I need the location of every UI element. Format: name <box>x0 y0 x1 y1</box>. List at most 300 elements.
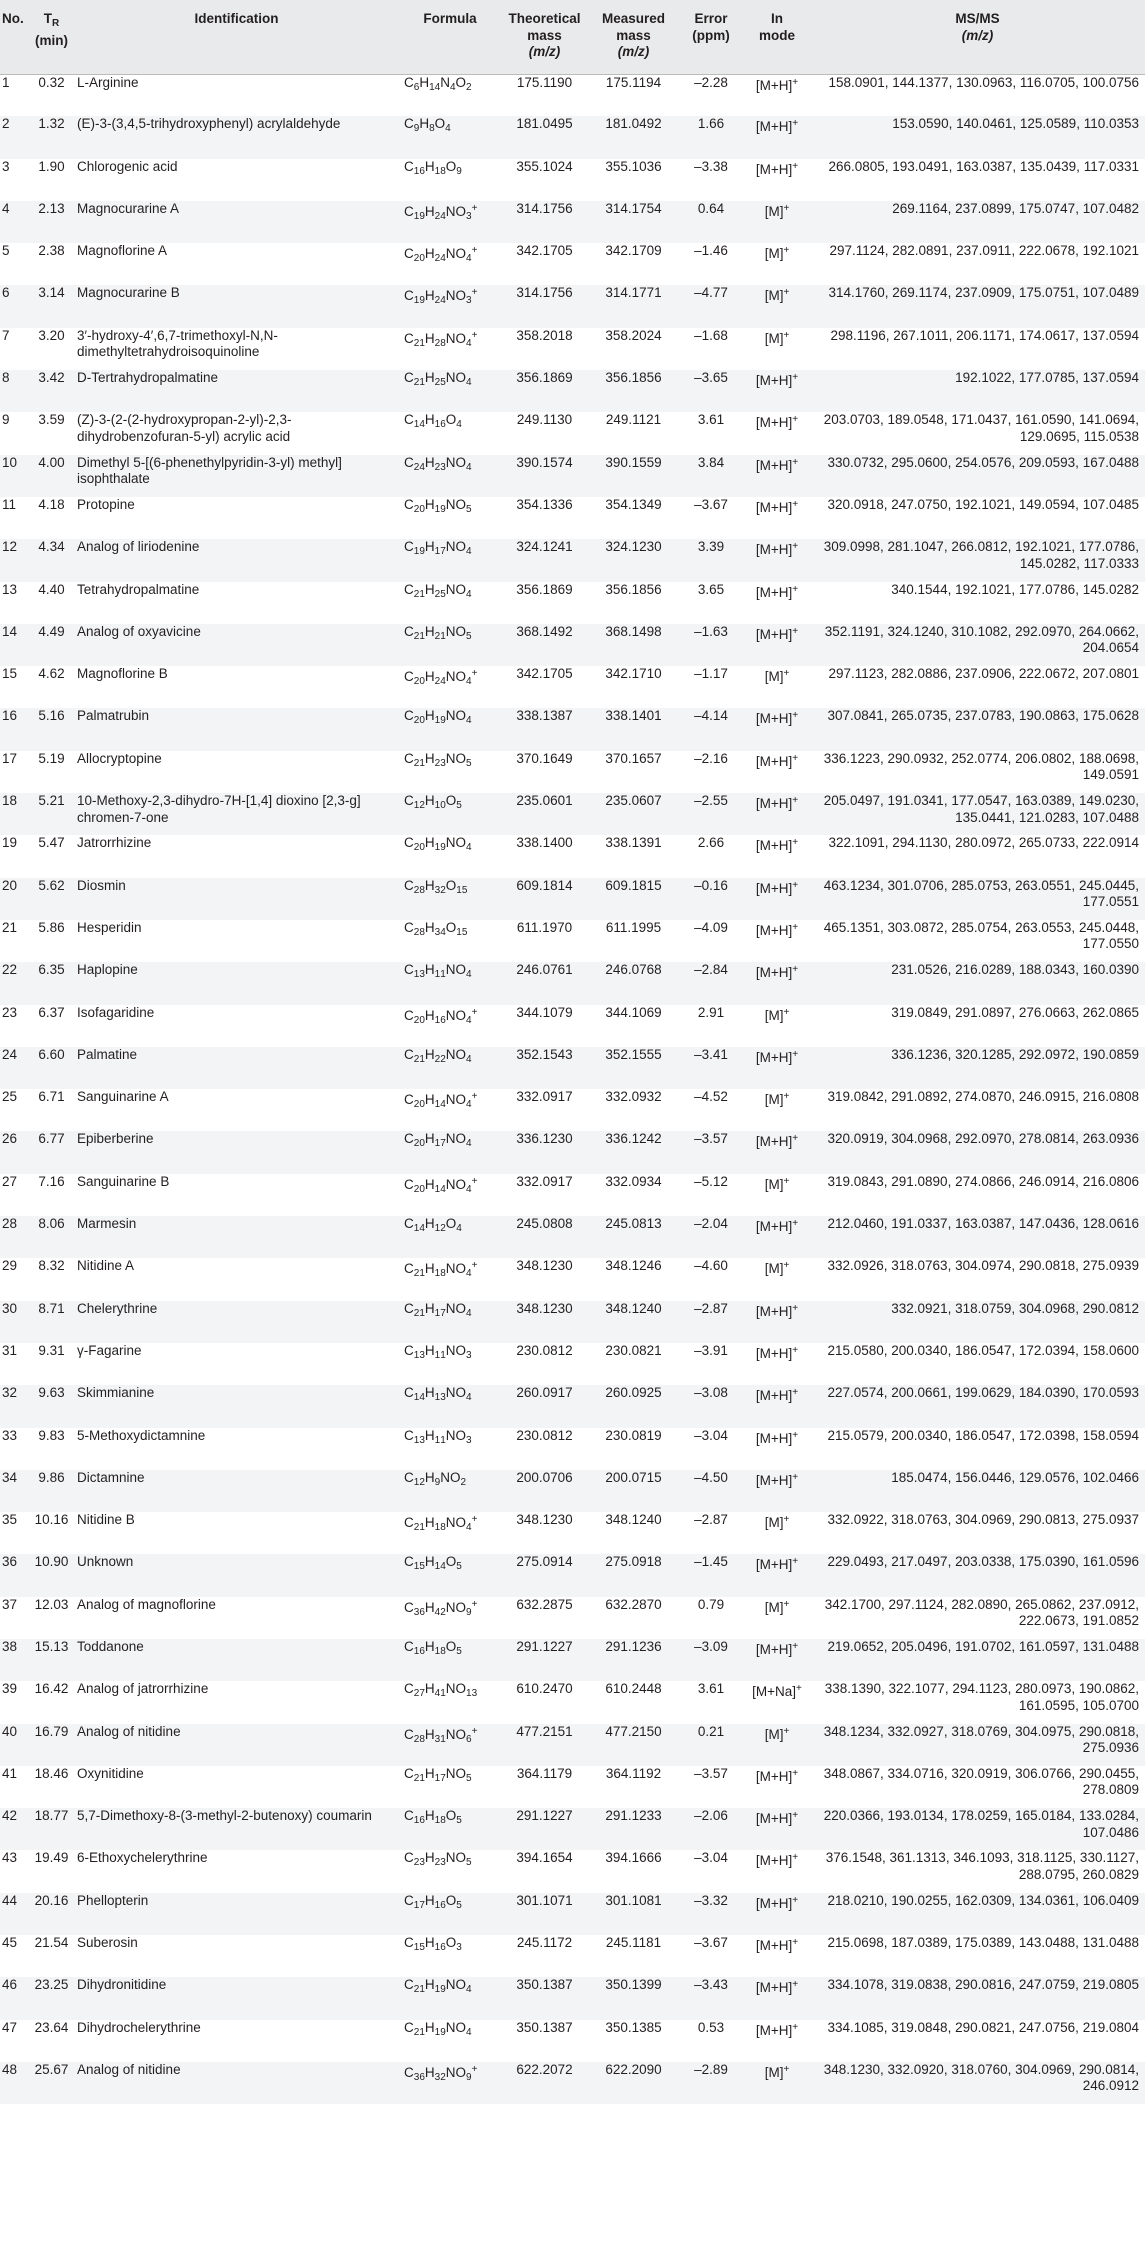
cell-msms: 227.0574, 200.0661, 199.0629, 184.0390, 170.0593 <box>810 1385 1145 1427</box>
cell-ion-mode: [M+Na]+ <box>752 1683 802 1700</box>
table-row <box>0 624 1145 666</box>
cell-identification: Analog of nitidine <box>73 1724 400 1766</box>
cell-no: 35 <box>2 1512 18 1528</box>
cell-retention-time: 4.18 <box>38 496 65 512</box>
cell-theoretical-mass: 181.0495 <box>500 116 589 158</box>
cell-theoretical-mass: 245.0808 <box>500 1216 589 1258</box>
cell-no: 30 <box>0 1301 30 1343</box>
cell-retention-time: 8.32 <box>38 1258 65 1274</box>
cell-msms: 153.0590, 140.0461, 125.0589, 110.0353 <box>810 116 1145 158</box>
cell-formula: $C_{21}H_{17}NO_5$ <box>404 1765 472 1784</box>
cell-no: 46 <box>0 1977 30 2019</box>
cell-error: –3.38 <box>694 158 728 174</box>
header-identification: Identification <box>73 0 400 74</box>
cell-retention-time: 3.14 <box>30 285 73 327</box>
cell-theoretical-mass: 301.1071 <box>500 1893 589 1935</box>
cell-error: –2.87 <box>678 1301 744 1343</box>
cell-retention-time: 3.20 <box>38 327 65 343</box>
cell-formula: $C_{21}H_{21}NO_5$ <box>400 624 500 666</box>
cell-formula: $C_{16}H_{18}O_9$ <box>404 158 462 177</box>
cell-formula: $C_{14}H_{12}O_4$ <box>400 1216 500 1258</box>
cell-measured-mass: 394.1666 <box>605 1850 662 1866</box>
cell-no: 27 <box>2 1173 18 1189</box>
cell-ion-mode: [M]+ <box>764 668 790 685</box>
cell-error: –3.91 <box>694 1342 728 1358</box>
table-row <box>0 497 1145 539</box>
cell-error: 1.66 <box>678 116 744 158</box>
cell-identification: Haplopine <box>73 962 400 1004</box>
header-theoretical-mass: Theoretical mass (m/z) <box>500 0 589 74</box>
cell-identification: Tetrahydropalmatine <box>77 581 200 597</box>
cell-formula: $C_{20}H_{19}NO_4$ <box>400 708 500 750</box>
table-row <box>0 1808 1145 1850</box>
table-row <box>0 708 1145 750</box>
table-row <box>0 1428 1145 1470</box>
cell-theoretical-mass: 356.1869 <box>500 370 589 412</box>
cell-error: –3.41 <box>678 1047 744 1089</box>
table-row <box>0 1850 1145 1892</box>
cell-formula: $C_{13}H_{11}NO_4$ <box>400 962 500 1004</box>
cell-msms: 336.1236, 320.1285, 292.0972, 190.0859 <box>810 1047 1145 1089</box>
cell-msms: 332.0921, 318.0759, 304.0968, 290.0812 <box>810 1301 1145 1343</box>
cell-formula: $C_{21}H_{18}NO_4^+$ <box>404 1260 478 1280</box>
cell-ion-mode: [M]+ <box>764 1260 790 1277</box>
cell-formula: $C_{17}H_{16}O_5$ <box>400 1893 500 1935</box>
cell-formula: $C_{20}H_{24}NO_4^+$ <box>404 668 478 688</box>
cell-measured-mass: 291.1236 <box>589 1639 678 1681</box>
cell-msms: 205.0497, 191.0341, 177.0547, 163.0389, 149.0230, 135.0441, 121.0283, 107.0488 <box>810 793 1145 835</box>
cell-ion-mode: [M+H]+ <box>744 1808 810 1850</box>
cell-measured-mass: 230.0821 <box>605 1342 662 1358</box>
cell-ion-mode: [M+H]+ <box>755 921 799 938</box>
cell-identification: Dictamnine <box>73 1470 400 1512</box>
cell-theoretical-mass: 230.0812 <box>516 1427 573 1443</box>
cell-ion-mode: [M+H]+ <box>755 498 799 515</box>
cell-ion-mode: [M]+ <box>764 1006 790 1023</box>
cell-msms: 309.0998, 281.1047, 266.0812, 192.1021, 177.0786, 145.0282, 117.0333 <box>810 539 1145 581</box>
cell-measured-mass: 348.1240 <box>589 1301 678 1343</box>
cell-identification: Allocryptopine <box>77 750 162 766</box>
cell-identification: Phellopterin <box>73 1893 400 1935</box>
cell-identification: Isofagaridine <box>77 1004 155 1020</box>
cell-retention-time: 1.90 <box>38 158 65 174</box>
cell-retention-time: 20.16 <box>30 1893 73 1935</box>
table-row <box>0 159 1145 201</box>
cell-measured-mass: 338.1391 <box>605 835 662 851</box>
cell-measured-mass: 275.0918 <box>589 1554 678 1596</box>
cell-measured-mass: 342.1709 <box>605 243 662 259</box>
cell-retention-time: 6.37 <box>38 1004 65 1020</box>
cell-retention-time: 2.13 <box>30 201 73 243</box>
cell-msms: 334.1078, 319.0838, 290.0816, 247.0759, 219.0805 <box>810 1977 1145 2019</box>
cell-no: 43 <box>2 1850 18 1866</box>
cell-retention-time: 18.46 <box>34 1765 69 1781</box>
table-row <box>0 1131 1145 1173</box>
cell-formula: $C_{21}H_{18}NO_4^+$ <box>404 1514 478 1534</box>
cell-ion-mode: [M]+ <box>764 245 790 262</box>
cell-measured-mass: 235.0607 <box>589 793 678 835</box>
cell-retention-time: 16.79 <box>30 1724 73 1766</box>
cell-identification: Diosmin <box>73 878 400 920</box>
table-row <box>0 878 1145 920</box>
cell-formula: $C_{21}H_{23}NO_5$ <box>404 750 472 769</box>
cell-no: 23 <box>2 1004 18 1020</box>
cell-msms: 314.1760, 269.1174, 237.0909, 175.0751, 107.0489 <box>810 285 1145 327</box>
cell-theoretical-mass: 260.0917 <box>500 1385 589 1427</box>
cell-error: –1.46 <box>694 243 728 259</box>
table-row <box>0 2062 1145 2104</box>
cell-no: 17 <box>2 750 18 766</box>
cell-no: 36 <box>0 1554 30 1596</box>
table-row <box>0 1639 1145 1681</box>
cell-theoretical-mass: 622.2072 <box>500 2062 589 2104</box>
cell-msms: 297.1124, 282.0891, 237.0911, 222.0678, 192.1021 <box>829 243 1139 259</box>
cell-theoretical-mass: 477.2151 <box>500 1724 589 1766</box>
cell-error: –4.09 <box>694 919 728 935</box>
cell-identification: Analog of nitidine <box>73 2062 400 2104</box>
cell-error: –3.32 <box>678 1893 744 1935</box>
cell-ion-mode: [M+H]+ <box>744 1301 810 1343</box>
cell-measured-mass: 356.1856 <box>605 581 662 597</box>
cell-no: 44 <box>0 1893 30 1935</box>
cell-ion-mode: [M+H]+ <box>744 539 810 581</box>
cell-formula: $C_{16}H_{18}O_5$ <box>400 1639 500 1681</box>
cell-theoretical-mass: 314.1756 <box>500 201 589 243</box>
cell-msms: 231.0526, 216.0289, 188.0343, 160.0390 <box>810 962 1145 1004</box>
cell-identification: 6-Ethoxychelerythrine <box>77 1850 208 1866</box>
cell-error: 3.61 <box>697 1681 725 1697</box>
cell-measured-mass: 332.0932 <box>605 1089 662 1105</box>
cell-measured-mass: 350.1399 <box>589 1977 678 2019</box>
cell-no: 15 <box>2 666 18 682</box>
cell-no: 39 <box>2 1681 18 1697</box>
cell-error: –4.77 <box>678 285 744 327</box>
cell-formula: $C_{12}H_{10}O_5$ <box>400 793 500 835</box>
cell-msms: 319.0843, 291.0890, 274.0866, 246.0914, 216.0806 <box>827 1173 1139 1189</box>
cell-ion-mode: [M+H]+ <box>744 1893 810 1935</box>
cell-identification: Palmatrubin <box>73 708 400 750</box>
cell-formula: $C_{16}H_{18}O_5$ <box>400 1808 500 1850</box>
cell-msms: 269.1164, 237.0899, 175.0747, 107.0482 <box>810 201 1145 243</box>
cell-msms: 342.1700, 297.1124, 282.0890, 265.0862, 237.0912, 222.0673, 191.0852 <box>824 1596 1139 1629</box>
table-row <box>0 1005 1145 1047</box>
cell-formula: $C_{24}H_{23}NO_4$ <box>400 455 500 497</box>
cell-measured-mass: 348.1246 <box>605 1258 662 1274</box>
cell-identification: L-Arginine <box>77 74 139 90</box>
cell-error: 0.53 <box>697 2019 725 2035</box>
cell-formula: $C_{21}H_{19}NO_4$ <box>400 1977 500 2019</box>
cell-theoretical-mass: 235.0601 <box>500 793 589 835</box>
cell-retention-time: 18.77 <box>30 1808 73 1850</box>
cell-no: 8 <box>0 370 30 412</box>
cell-measured-mass: 249.1121 <box>605 412 662 428</box>
cell-error: –3.04 <box>694 1850 728 1866</box>
cell-ion-mode: [M+H]+ <box>755 414 799 431</box>
cell-retention-time: 2.38 <box>38 243 65 259</box>
cell-retention-time: 16.42 <box>34 1681 69 1697</box>
cell-identification: Magnoflorine A <box>77 243 168 259</box>
cell-measured-mass: 175.1194 <box>605 74 662 90</box>
cell-formula: $C_{14}H_{13}NO_4$ <box>400 1385 500 1427</box>
cell-theoretical-mass: 394.1654 <box>516 1850 573 1866</box>
cell-msms: 340.1544, 192.1021, 177.0786, 145.0282 <box>891 581 1139 597</box>
cell-error: 3.65 <box>697 581 725 597</box>
table-row <box>0 1047 1145 1089</box>
cell-theoretical-mass: 332.0917 <box>516 1173 573 1189</box>
cell-no: 48 <box>0 2062 30 2104</box>
table-row <box>0 1343 1145 1385</box>
cell-identification: Magnocurarine A <box>73 201 400 243</box>
table-row <box>0 1470 1145 1512</box>
cell-identification: Analog of magnoflorine <box>77 1596 216 1612</box>
cell-identification: Oxynitidine <box>77 1765 144 1781</box>
cell-formula: $C_{20}H_{14}NO_4^+$ <box>404 1091 478 1111</box>
table-row <box>0 74 1145 116</box>
cell-formula: $C_{15}H_{14}O_5$ <box>400 1554 500 1596</box>
cell-retention-time: 8.06 <box>30 1216 73 1258</box>
table-row <box>0 455 1145 497</box>
cell-theoretical-mass: 291.1227 <box>500 1808 589 1850</box>
cell-no: 1 <box>2 74 10 90</box>
cell-ion-mode: [M+H]+ <box>744 1977 810 2019</box>
cell-msms: 338.1390, 322.1077, 294.1123, 280.0973, 190.0862, 161.0595, 105.0700 <box>824 1681 1139 1713</box>
table-row <box>0 370 1145 412</box>
cell-measured-mass: 314.1771 <box>589 285 678 327</box>
cell-theoretical-mass: 348.1230 <box>516 1512 573 1528</box>
table-row <box>0 1724 1145 1766</box>
table-row <box>0 1977 1145 2019</box>
cell-error: –3.67 <box>694 1935 728 1951</box>
cell-no: 9 <box>2 412 10 428</box>
cell-identification: Sanguinarine B <box>77 1173 170 1189</box>
table-row <box>0 1766 1145 1808</box>
cell-ion-mode: [M+H]+ <box>744 1216 810 1258</box>
cell-formula: $C_{15}H_{16}O_3$ <box>404 1935 462 1954</box>
cell-no: 24 <box>0 1047 30 1089</box>
cell-no: 2 <box>0 116 30 158</box>
cell-retention-time: 4.00 <box>30 455 73 497</box>
cell-retention-time: 0.32 <box>38 74 65 90</box>
table-row <box>0 920 1145 962</box>
cell-identification: Sanguinarine A <box>77 1089 169 1105</box>
cell-error: –1.17 <box>694 666 728 682</box>
cell-error: –2.55 <box>678 793 744 835</box>
cell-error: –4.52 <box>694 1089 728 1105</box>
cell-retention-time: 5.62 <box>30 878 73 920</box>
header-error: Error (ppm) <box>678 0 744 74</box>
cell-retention-time: 6.77 <box>30 1131 73 1173</box>
table-row <box>0 793 1145 835</box>
cell-ion-mode: [M+H]+ <box>755 2021 799 2038</box>
cell-msms: 297.1123, 282.0886, 237.0906, 222.0672, 207.0801 <box>828 666 1139 682</box>
cell-theoretical-mass: 350.1387 <box>500 1977 589 2019</box>
cell-identification: Marmesin <box>73 1216 400 1258</box>
cell-theoretical-mass: 200.0706 <box>500 1470 589 1512</box>
cell-msms: 320.0919, 304.0968, 292.0970, 278.0814, 263.0936 <box>810 1131 1145 1173</box>
cell-ion-mode: [M]+ <box>764 1091 790 1108</box>
cell-error: –3.67 <box>694 496 728 512</box>
cell-no: 12 <box>0 539 30 581</box>
table-row <box>0 243 1145 285</box>
cell-msms: 192.1022, 177.0785, 137.0594 <box>810 370 1145 412</box>
cell-msms: 218.0210, 190.0255, 162.0309, 134.0361, 106.0409 <box>810 1893 1145 1935</box>
cell-identification: Analog of jatrorrhizine <box>77 1681 209 1697</box>
cell-no: 22 <box>0 962 30 1004</box>
cell-identification: Nitidine B <box>77 1512 135 1528</box>
cell-retention-time: 4.62 <box>38 666 65 682</box>
cell-measured-mass: 610.2448 <box>605 1681 662 1697</box>
cell-formula: $C_{20}H_{17}NO_4$ <box>400 1131 500 1173</box>
cell-measured-mass: 370.1657 <box>605 750 662 766</box>
cell-error: –4.50 <box>678 1470 744 1512</box>
cell-theoretical-mass: 355.1024 <box>516 158 573 174</box>
cell-ion-mode: [M]+ <box>764 329 790 346</box>
cell-measured-mass: 336.1242 <box>589 1131 678 1173</box>
cell-error: 0.64 <box>678 201 744 243</box>
cell-measured-mass: 632.2870 <box>605 1596 662 1612</box>
cell-retention-time: 6.60 <box>30 1047 73 1089</box>
cell-formula: $C_{13}H_{11}NO_3$ <box>404 1342 472 1361</box>
cell-msms: 219.0652, 205.0496, 191.0702, 161.0597, 131.0488 <box>810 1639 1145 1681</box>
table-row <box>0 201 1145 243</box>
cell-error: –3.43 <box>678 1977 744 2019</box>
cell-measured-mass: 350.1385 <box>605 2019 662 2035</box>
cell-no: 18 <box>0 793 30 835</box>
cell-error: –4.60 <box>694 1258 728 1274</box>
cell-error: –2.16 <box>694 750 728 766</box>
cell-theoretical-mass: 370.1649 <box>516 750 573 766</box>
cell-formula: $C_{27}H_{41}NO_{13}$ <box>404 1681 478 1700</box>
cell-identification: 5,7-Dimethoxy-8-(3-methyl-2-butenoxy) coumarin <box>73 1808 400 1850</box>
cell-theoretical-mass: 344.1079 <box>516 1004 573 1020</box>
cell-identification: 3′-hydroxy-4′,6,7-trimethoxyl-N,N-dimethyltetrahydroisoquinoline <box>77 327 278 360</box>
cell-msms: 158.0901, 144.1377, 130.0963, 116.0705, 100.0756 <box>828 74 1139 90</box>
header-measured-mass: Measured mass (m/z) <box>589 0 678 74</box>
cell-retention-time: 10.90 <box>30 1554 73 1596</box>
cell-theoretical-mass: 332.0917 <box>516 1089 573 1105</box>
table-row <box>0 1554 1145 1596</box>
cell-formula: $C_{23}H_{23}NO_5$ <box>404 1850 472 1869</box>
cell-formula: $C_{19}H_{17}NO_4$ <box>400 539 500 581</box>
cell-theoretical-mass: 609.1814 <box>500 878 589 920</box>
cell-theoretical-mass: 249.1130 <box>516 412 573 428</box>
cell-measured-mass: 352.1555 <box>589 1047 678 1089</box>
cell-retention-time: 9.31 <box>38 1342 65 1358</box>
cell-formula: $C_{13}H_{11}NO_3$ <box>404 1427 472 1446</box>
cell-theoretical-mass: 352.1543 <box>500 1047 589 1089</box>
cell-theoretical-mass: 348.1230 <box>516 1258 573 1274</box>
cell-theoretical-mass: 364.1179 <box>516 1765 573 1781</box>
cell-msms: 330.0732, 295.0600, 254.0576, 209.0593, 167.0488 <box>810 455 1145 497</box>
cell-identification: Jatrorrhizine <box>77 835 152 851</box>
cell-error: –3.04 <box>694 1427 728 1443</box>
cell-ion-mode: [M+H]+ <box>744 624 810 666</box>
cell-measured-mass: 348.1240 <box>605 1512 662 1528</box>
cell-msms: 320.0918, 247.0750, 192.1021, 149.0594, 107.0485 <box>827 496 1139 512</box>
cell-theoretical-mass: 354.1336 <box>516 496 573 512</box>
cell-msms: 215.0579, 200.0340, 186.0547, 172.0398, 158.0594 <box>827 1427 1139 1443</box>
cell-retention-time: 25.67 <box>30 2062 73 2104</box>
cell-theoretical-mass: 358.2018 <box>516 327 573 343</box>
cell-retention-time: 15.13 <box>30 1639 73 1681</box>
cell-msms: 212.0460, 191.0337, 163.0387, 147.0436, 128.0616 <box>810 1216 1145 1258</box>
cell-no: 14 <box>0 624 30 666</box>
cell-no: 25 <box>2 1089 18 1105</box>
cell-error: –1.45 <box>678 1554 744 1596</box>
cell-identification: Magnoflorine B <box>77 666 168 682</box>
table-row <box>0 962 1145 1004</box>
cell-no: 33 <box>2 1427 18 1443</box>
cell-theoretical-mass: 632.2875 <box>516 1596 573 1612</box>
cell-ion-mode: [M+H]+ <box>744 878 810 920</box>
cell-identification: Nitidine A <box>77 1258 135 1274</box>
cell-no: 4 <box>0 201 30 243</box>
cell-theoretical-mass: 611.1970 <box>516 919 573 935</box>
table-row <box>0 1935 1145 1977</box>
cell-retention-time: 6.35 <box>30 962 73 1004</box>
cell-theoretical-mass: 275.0914 <box>500 1554 589 1596</box>
cell-theoretical-mass: 342.1705 <box>516 666 573 682</box>
table-row <box>0 1174 1145 1216</box>
cell-ion-mode: [M]+ <box>764 1514 790 1531</box>
cell-msms: 220.0366, 193.0134, 178.0259, 165.0184, 133.0284, 107.0486 <box>810 1808 1145 1850</box>
cell-identification: Analog of oxyavicine <box>73 624 400 666</box>
cell-retention-time: 9.63 <box>30 1385 73 1427</box>
table-row <box>0 539 1145 581</box>
cell-identification: 5-Methoxydictamnine <box>77 1427 206 1443</box>
cell-msms: 332.0922, 318.0763, 304.0969, 290.0813, 275.0937 <box>827 1512 1139 1528</box>
table-row <box>0 412 1145 454</box>
cell-measured-mass: 245.0813 <box>589 1216 678 1258</box>
cell-no: 20 <box>0 878 30 920</box>
cell-retention-time: 5.19 <box>38 750 65 766</box>
cell-measured-mass: 364.1192 <box>605 1765 662 1781</box>
cell-theoretical-mass: 356.1869 <box>516 581 573 597</box>
header-ion-mode: In mode <box>744 0 810 74</box>
cell-measured-mass: 344.1069 <box>605 1004 662 1020</box>
cell-ion-mode: [M+H]+ <box>755 837 799 854</box>
cell-measured-mass: 291.1233 <box>589 1808 678 1850</box>
cell-identification: Dihydronitidine <box>73 1977 400 2019</box>
cell-ion-mode: [M+H]+ <box>744 1639 810 1681</box>
cell-formula: $C_{36}H_{42}NO_9^+$ <box>404 1598 478 1618</box>
cell-formula: $C_{20}H_{16}NO_4^+$ <box>404 1006 478 1026</box>
cell-msms: 298.1196, 267.1011, 206.1171, 174.0617, 137.0594 <box>830 327 1139 343</box>
cell-msms: 348.0867, 334.0716, 320.0919, 306.0766, 290.0455, 278.0809 <box>823 1765 1139 1798</box>
cell-msms: 322.1091, 294.1130, 280.0972, 265.0733, 222.0914 <box>828 835 1139 851</box>
cell-theoretical-mass: 350.1387 <box>516 2019 573 2035</box>
cell-measured-mass: 314.1754 <box>589 201 678 243</box>
cell-measured-mass: 245.1181 <box>605 1935 662 1951</box>
cell-error: –3.57 <box>678 1131 744 1173</box>
table-row <box>0 116 1145 158</box>
cell-theoretical-mass: 324.1241 <box>500 539 589 581</box>
cell-identification: Magnocurarine B <box>73 285 400 327</box>
cell-error: 3.39 <box>678 539 744 581</box>
cell-error: –2.28 <box>694 74 728 90</box>
table-header <box>0 0 1145 74</box>
cell-no: 37 <box>2 1596 18 1612</box>
cell-retention-time: 23.64 <box>34 2019 69 2035</box>
cell-ion-mode: [M+H]+ <box>744 1385 810 1427</box>
cell-no: 5 <box>2 243 10 259</box>
cell-ion-mode: [M]+ <box>764 1598 790 1615</box>
cell-msms: 376.1548, 361.1313, 346.1093, 318.1125, 330.1127, 288.0795, 260.0829 <box>825 1850 1139 1882</box>
cell-msms: 307.0841, 265.0735, 237.0783, 190.0863, 175.0628 <box>810 708 1145 750</box>
cell-retention-time: 19.49 <box>34 1850 69 1866</box>
cell-identification: Suberosin <box>77 1935 138 1951</box>
cell-msms: 229.0493, 217.0497, 203.0338, 175.0390, 161.0596 <box>810 1554 1145 1596</box>
